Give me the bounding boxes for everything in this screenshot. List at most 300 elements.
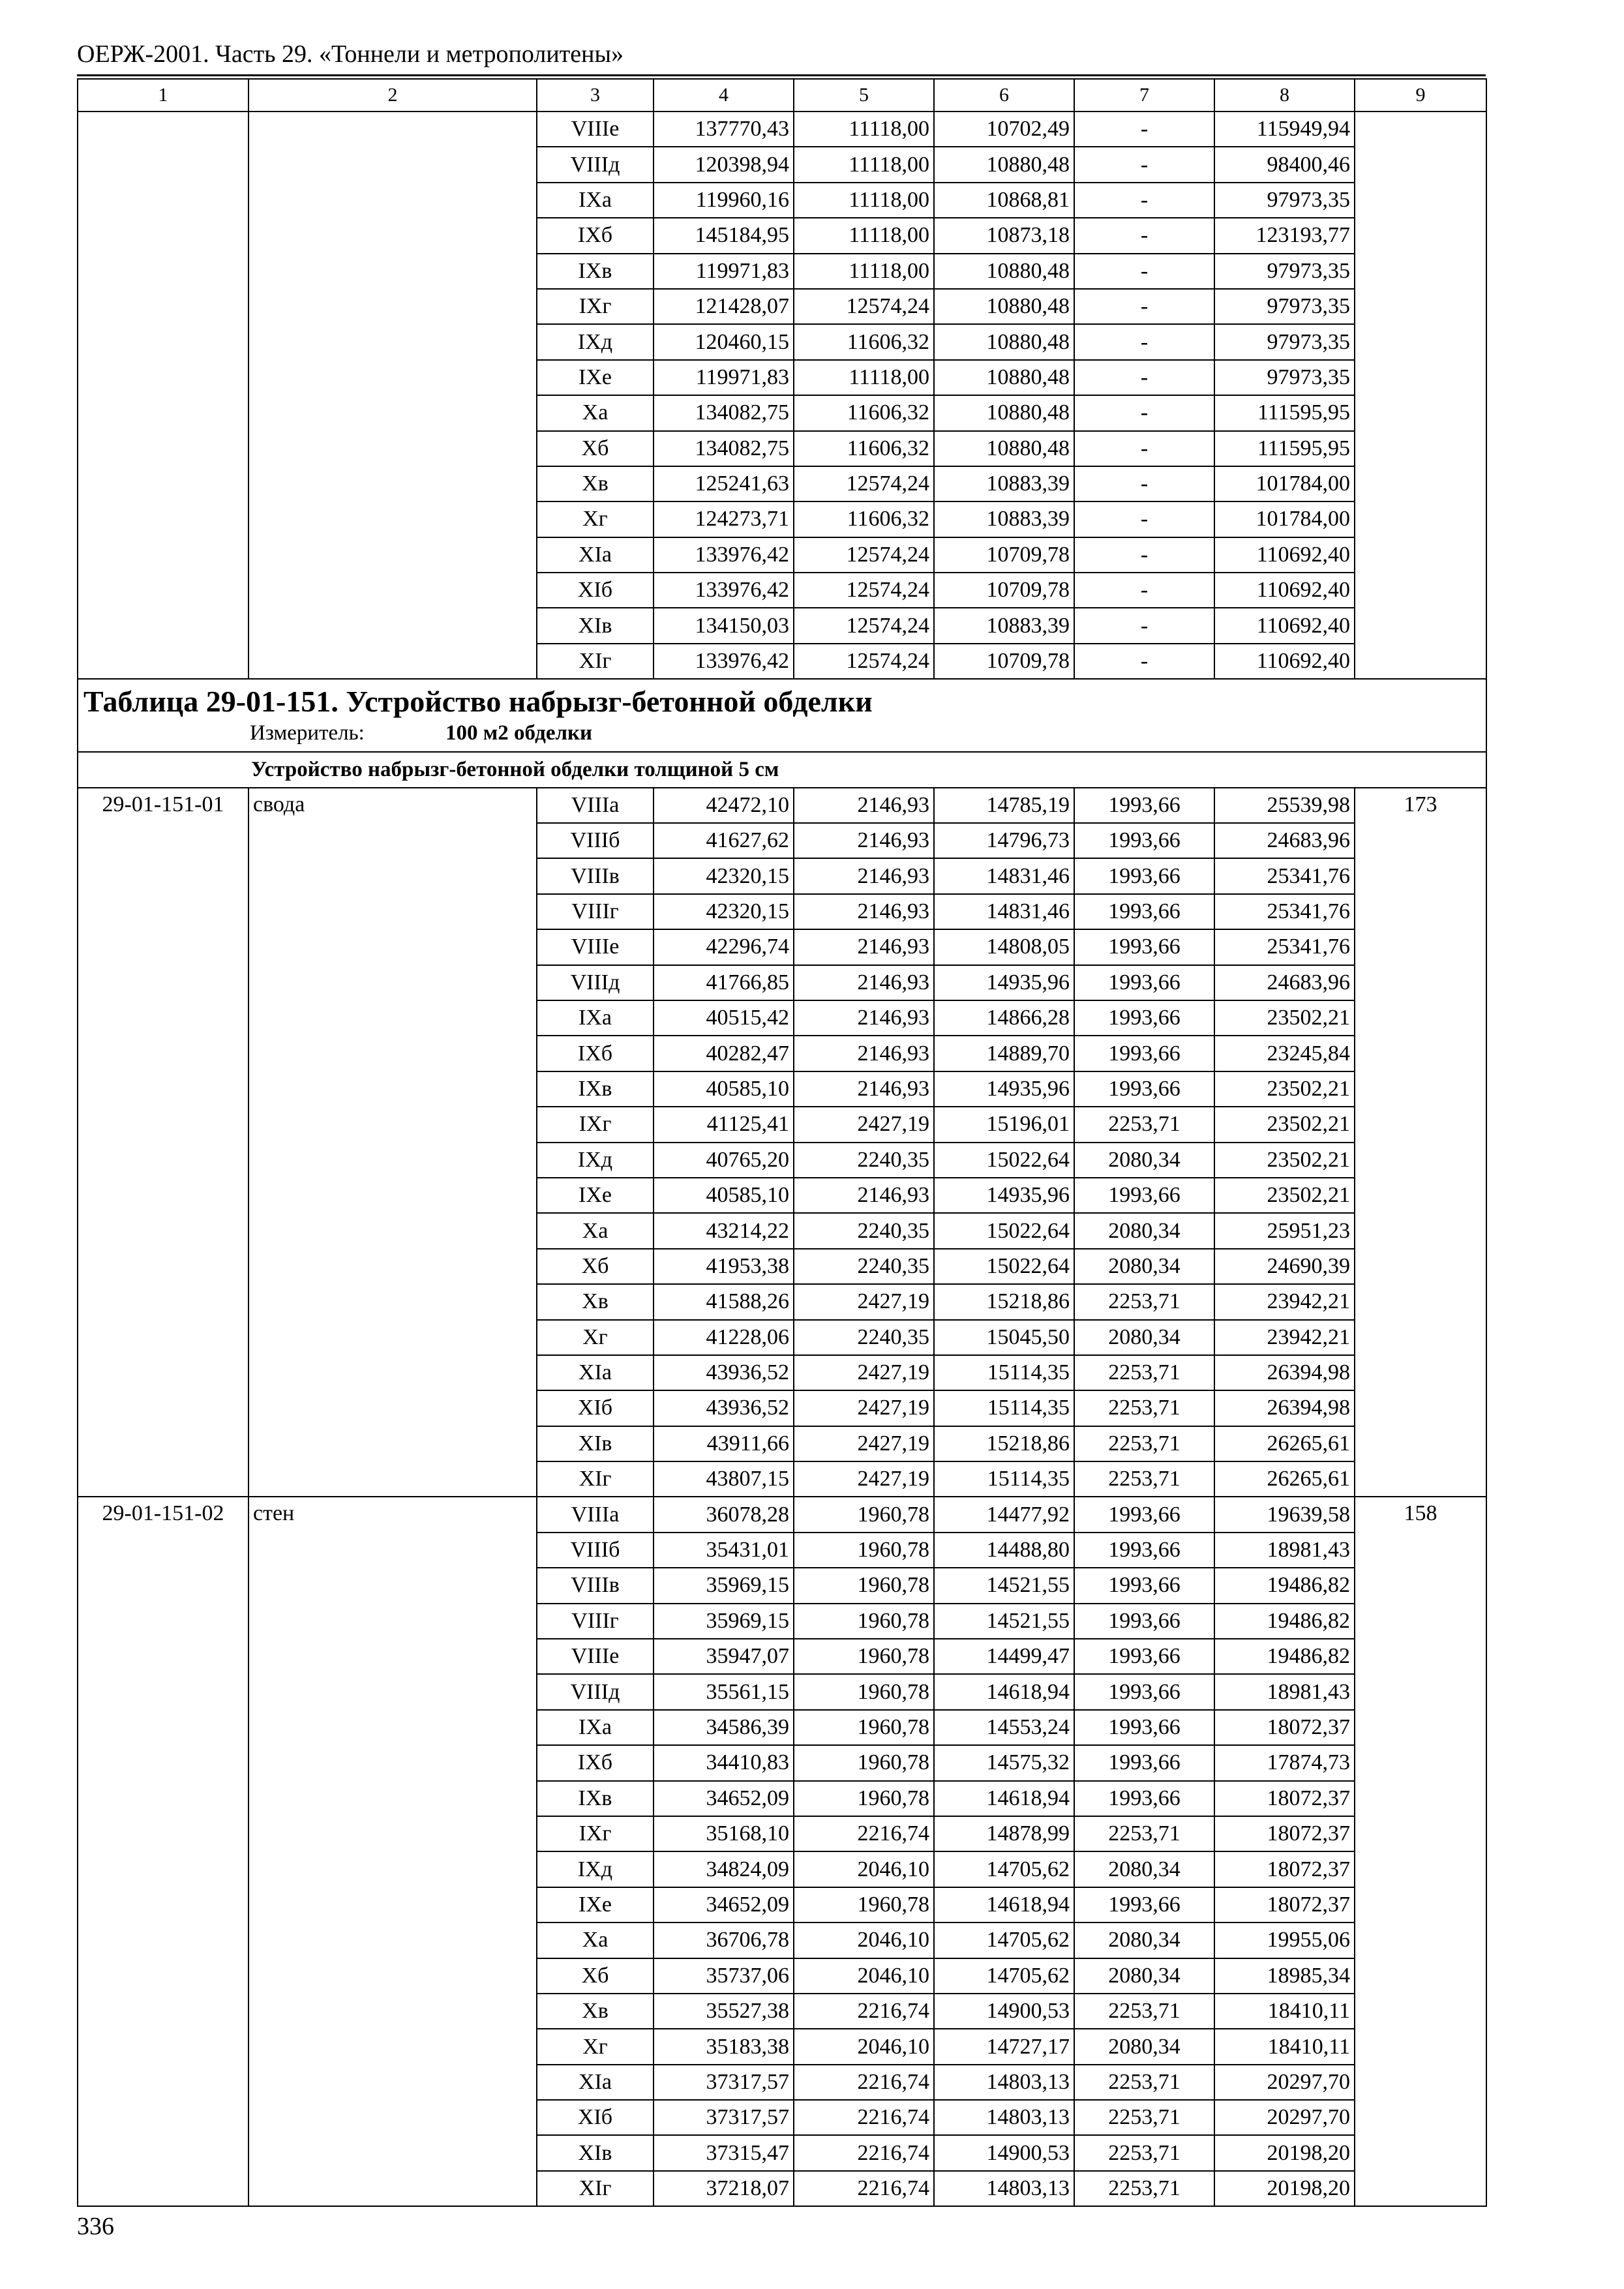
cell-wages: 1960,78 [794,1497,934,1532]
cell-total-cost: 34652,09 [654,1887,794,1922]
cell-wages: 1960,78 [794,1568,934,1603]
cell-wages: 2240,35 [794,1143,934,1178]
cell-machines: 10702,49 [934,112,1074,147]
measurement-unit [83,720,1481,746]
cell-materials: 110692,40 [1214,537,1355,573]
cell-driver-wages: 2080,34 [1074,1249,1214,1284]
cell-zone: Xв [537,1284,654,1319]
cell-wages: 11606,32 [794,431,934,466]
cell-total-cost: 133976,42 [654,644,794,679]
cell-total-cost: 37317,57 [654,2065,794,2100]
column-number: 2 [248,79,537,112]
cell-driver-wages: 2080,34 [1074,1320,1214,1355]
cell-driver-wages: - [1074,147,1214,182]
cell-total-cost: 134150,03 [654,608,794,643]
cell-wages: 1960,78 [794,1710,934,1745]
cell-materials: 24683,96 [1214,965,1355,1000]
cell-total-cost: 35969,15 [654,1568,794,1603]
cell-materials: 25951,23 [1214,1213,1355,1248]
cell-machines: 14705,62 [934,1922,1074,1958]
cell-total-cost: 43936,52 [654,1390,794,1426]
cell-driver-wages: 2253,71 [1074,2100,1214,2135]
cell-materials: 26394,98 [1214,1390,1355,1426]
cell-wages: 1960,78 [794,1639,934,1674]
cell-materials: 25539,98 [1214,788,1355,823]
cell-zone: XIг [537,644,654,679]
cell-total-cost: 35431,01 [654,1533,794,1568]
cell-wages: 11118,00 [794,218,934,253]
cell-machines: 10880,48 [934,289,1074,324]
cell-total-cost: 35183,38 [654,2029,794,2064]
cell-zone: IXе [537,1178,654,1213]
cell-driver-wages: - [1074,466,1214,501]
cell-materials: 123193,77 [1214,218,1355,253]
cell-machines: 14705,62 [934,1851,1074,1887]
cell-total-cost: 36706,78 [654,1922,794,1958]
cell-zone: Xа [537,1922,654,1958]
cell-driver-wages: - [1074,431,1214,466]
cell-driver-wages: 2253,71 [1074,1390,1214,1426]
cell-machines: 15022,64 [934,1249,1074,1284]
cell-machines: 10880,48 [934,324,1074,359]
cell-materials: 101784,00 [1214,501,1355,537]
cell-wages: 1960,78 [794,1745,934,1780]
cell-machines: 10709,78 [934,537,1074,573]
cell-driver-wages: 1993,66 [1074,929,1214,965]
cell-machines: 10883,39 [934,608,1074,643]
cell-driver-wages: 1993,66 [1074,1781,1214,1816]
cell-materials: 19955,06 [1214,1922,1355,1958]
cell-machines: 10880,48 [934,395,1074,430]
cell-total-cost: 119960,16 [654,183,794,218]
cell-wages: 2146,93 [794,1071,934,1107]
cell-zone: IXв [537,254,654,289]
cell-total-cost: 37218,07 [654,2171,794,2206]
cell-driver-wages: - [1074,289,1214,324]
cell-machines: 14935,96 [934,965,1074,1000]
cell-machines: 15022,64 [934,1143,1074,1178]
cell-wages: 1960,78 [794,1887,934,1922]
cell-wages: 2046,10 [794,1958,934,1994]
cell-zone: VIIIа [537,788,654,823]
cell-materials: 110692,40 [1214,608,1355,643]
cell-machines: 14831,46 [934,858,1074,893]
cell-zone: IXа [537,1710,654,1745]
cell-zone: IXг [537,1816,654,1851]
cell-driver-wages: - [1074,324,1214,359]
cell-zone: VIIIв [537,1568,654,1603]
cell-total-cost: 120398,94 [654,147,794,182]
cell-total-cost: 40282,47 [654,1036,794,1071]
cell-total-cost: 34586,39 [654,1710,794,1745]
cell-machines: 14785,19 [934,788,1074,823]
cell-driver-wages: - [1074,395,1214,430]
cell-wages: 2427,19 [794,1390,934,1426]
cell-machines: 14521,55 [934,1568,1074,1603]
cell-zone: IXб [537,218,654,253]
cell-wages: 2216,74 [794,1994,934,2029]
cell-wages: 2146,93 [794,788,934,823]
cell-total-cost: 41588,26 [654,1284,794,1319]
cell-driver-wages: 1993,66 [1074,1604,1214,1639]
measurement-value: 100 м2 обделки [445,721,593,745]
cell-zone: IXб [537,1745,654,1780]
cell-wages: 1960,78 [794,1604,934,1639]
table-title-row [78,679,1486,752]
cell-zone: VIIIе [537,929,654,965]
cell-materials: 23502,21 [1214,1178,1355,1213]
cell-machines: 15218,86 [934,1284,1074,1319]
cell-total-cost: 41627,62 [654,823,794,858]
cell-total-cost: 42320,15 [654,894,794,929]
cell-materials: 24690,39 [1214,1249,1355,1284]
cell-wages: 11118,00 [794,254,934,289]
cell-wages: 2146,93 [794,894,934,929]
table-row [78,112,1486,147]
cell-driver-wages: 1993,66 [1074,1568,1214,1603]
cell-wages: 2046,10 [794,2029,934,2064]
cell-zone: VIIIе [537,1639,654,1674]
cell-materials: 23942,21 [1214,1320,1355,1355]
cell-machines: 14488,80 [934,1533,1074,1568]
cell-driver-wages: - [1074,183,1214,218]
cell-machines: 14889,70 [934,1036,1074,1071]
cell-wages: 11606,32 [794,324,934,359]
cell-machines: 15218,86 [934,1426,1074,1461]
cell-materials: 18981,43 [1214,1533,1355,1568]
cell-zone: VIIIд [537,147,654,182]
cell-driver-wages: - [1074,360,1214,395]
cell-machines: 14575,32 [934,1745,1074,1780]
cell-wages: 2046,10 [794,1922,934,1958]
cell-zone: Xв [537,1994,654,2029]
cell-materials: 17874,73 [1214,1745,1355,1780]
cell-wages: 2146,93 [794,858,934,893]
cell-wages: 1960,78 [794,1674,934,1709]
cell-zone: VIIIб [537,823,654,858]
cell-zone: Xа [537,1213,654,1248]
cell-total-cost: 43214,22 [654,1213,794,1248]
cell-driver-wages: 2253,71 [1074,1426,1214,1461]
cell-materials: 23942,21 [1214,1284,1355,1319]
cell-zone: Xа [537,395,654,430]
cell-total-cost: 42320,15 [654,858,794,893]
cell-zone: IXг [537,1107,654,1142]
cell-driver-wages: 1993,66 [1074,1071,1214,1107]
cell-machines: 10880,48 [934,254,1074,289]
cell-materials: 97973,35 [1214,289,1355,324]
cell-driver-wages: 2253,71 [1074,1816,1214,1851]
cell-driver-wages: 2253,71 [1074,1107,1214,1142]
cell-zone: IXе [537,360,654,395]
cell-materials: 20297,70 [1214,2100,1355,2135]
cell-driver-wages: 1993,66 [1074,1497,1214,1532]
cell-machines: 14521,55 [934,1604,1074,1639]
cell-driver-wages: 2253,71 [1074,2065,1214,2100]
table-title: Таблица 29-01-151. Устройство набрызг-бетонной обделки [83,685,873,719]
cell-driver-wages: 2080,34 [1074,2029,1214,2064]
cell-zone: IXд [537,1143,654,1178]
cell-zone: Xб [537,431,654,466]
cell-materials: 26265,61 [1214,1461,1355,1497]
cell-zone: Xб [537,1958,654,1994]
cell-materials: 26394,98 [1214,1355,1355,1390]
cell-total-cost: 133976,42 [654,537,794,573]
column-number: 1 [78,79,248,112]
cell-materials: 20198,20 [1214,2171,1355,2206]
cell-wages: 2046,10 [794,1851,934,1887]
cell-wages: 2240,35 [794,1320,934,1355]
cell-total-cost: 124273,71 [654,501,794,537]
cell-total-cost: 42296,74 [654,929,794,965]
cell-wages: 2146,93 [794,1036,934,1071]
cell-total-cost: 35168,10 [654,1816,794,1851]
cell-zone: IXе [537,1887,654,1922]
page-number: 336 [77,2213,114,2240]
cell-total-cost: 137770,43 [654,112,794,147]
cell-wages: 12574,24 [794,537,934,573]
cell-zone: VIIIб [537,1533,654,1568]
cell-zone: VIIIд [537,965,654,1000]
cell-zone: XIг [537,1461,654,1497]
cell-materials: 20198,20 [1214,2135,1355,2170]
cell-name [248,112,537,679]
cell-zone: VIIIа [537,1497,654,1532]
column-number: 8 [1214,79,1355,112]
cell-zone: XIб [537,573,654,608]
cell-driver-wages: 2253,71 [1074,1355,1214,1390]
section-subtitle: Устройство набрызг-бетонной обделки толщиной 5 см [78,752,1486,787]
cell-machines: 10709,78 [934,573,1074,608]
cell-col9 [1355,112,1486,679]
cell-driver-wages: - [1074,501,1214,537]
cell-col9: 158 [1355,1497,1486,2206]
cell-machines: 14831,46 [934,894,1074,929]
cell-driver-wages: 2080,34 [1074,1958,1214,1994]
cell-zone: XIа [537,2065,654,2100]
cell-wages: 11118,00 [794,183,934,218]
cell-total-cost: 37317,57 [654,2100,794,2135]
cell-machines: 14900,53 [934,2135,1074,2170]
cell-machines: 10883,39 [934,466,1074,501]
cell-driver-wages: 2253,71 [1074,1284,1214,1319]
cell-zone: XIа [537,1355,654,1390]
cell-materials: 18072,37 [1214,1887,1355,1922]
cell-zone: IXа [537,1000,654,1036]
cell-total-cost: 40585,10 [654,1178,794,1213]
cell-total-cost: 119971,83 [654,360,794,395]
cell-driver-wages: 1993,66 [1074,788,1214,823]
rates-table [77,78,1487,2207]
cell-wages: 11118,00 [794,112,934,147]
cell-driver-wages: 2080,34 [1074,1922,1214,1958]
cell-wages: 12574,24 [794,608,934,643]
cell-total-cost: 40515,42 [654,1000,794,1036]
cell-machines: 14878,99 [934,1816,1074,1851]
cell-driver-wages: - [1074,573,1214,608]
cell-materials: 111595,95 [1214,395,1355,430]
cell-wages: 11118,00 [794,360,934,395]
cell-wages: 12574,24 [794,289,934,324]
measurement-label: Измеритель: [250,721,365,745]
cell-driver-wages: 1993,66 [1074,1000,1214,1036]
cell-zone: Xг [537,2029,654,2064]
cell-driver-wages: 1993,66 [1074,1178,1214,1213]
cell-wages: 2216,74 [794,2135,934,2170]
cell-wages: 2240,35 [794,1213,934,1248]
cell-materials: 18072,37 [1214,1851,1355,1887]
cell-driver-wages: 1993,66 [1074,1036,1214,1071]
cell-wages: 2427,19 [794,1284,934,1319]
cell-machines: 14499,47 [934,1639,1074,1674]
cell-total-cost: 41125,41 [654,1107,794,1142]
cell-machines: 14803,13 [934,2100,1074,2135]
cell-driver-wages: 2253,71 [1074,2135,1214,2170]
cell-total-cost: 43807,15 [654,1461,794,1497]
cell-driver-wages: - [1074,112,1214,147]
cell-materials: 18072,37 [1214,1781,1355,1816]
column-number: 3 [537,79,654,112]
cell-total-cost: 41766,85 [654,965,794,1000]
cell-code [78,112,248,679]
cell-driver-wages: 1993,66 [1074,1887,1214,1922]
cell-zone: XIв [537,608,654,643]
cell-wages: 2146,93 [794,823,934,858]
cell-materials: 23245,84 [1214,1036,1355,1071]
cell-total-cost: 34410,83 [654,1745,794,1780]
cell-total-cost: 34652,09 [654,1781,794,1816]
cell-machines: 10880,48 [934,431,1074,466]
cell-total-cost: 119971,83 [654,254,794,289]
cell-total-cost: 145184,95 [654,218,794,253]
cell-driver-wages: 2080,34 [1074,1851,1214,1887]
cell-machines: 14803,13 [934,2065,1074,2100]
cell-machines: 15196,01 [934,1107,1074,1142]
cell-zone: XIв [537,1426,654,1461]
cell-machines: 14935,96 [934,1178,1074,1213]
cell-wages: 2427,19 [794,1426,934,1461]
column-number: 4 [654,79,794,112]
cell-wages: 1960,78 [794,1533,934,1568]
cell-wages: 2146,93 [794,1000,934,1036]
cell-driver-wages: 1993,66 [1074,965,1214,1000]
cell-materials: 97973,35 [1214,360,1355,395]
cell-materials: 98400,46 [1214,147,1355,182]
cell-col9: 173 [1355,788,1486,1497]
cell-total-cost: 42472,10 [654,788,794,823]
cell-wages: 2216,74 [794,2100,934,2135]
cell-zone: XIа [537,537,654,573]
cell-total-cost: 35527,38 [654,1994,794,2029]
cell-materials: 18981,43 [1214,1674,1355,1709]
cell-materials: 25341,76 [1214,858,1355,893]
cell-driver-wages: 1993,66 [1074,858,1214,893]
cell-zone: VIIIд [537,1674,654,1709]
cell-materials: 19486,82 [1214,1604,1355,1639]
cell-code: 29-01-151-02 [78,1497,248,2206]
cell-total-cost: 34824,09 [654,1851,794,1887]
cell-driver-wages: 2253,71 [1074,1461,1214,1497]
cell-total-cost: 133976,42 [654,573,794,608]
cell-driver-wages: 1993,66 [1074,823,1214,858]
cell-zone: Xг [537,1320,654,1355]
cell-total-cost: 43911,66 [654,1426,794,1461]
cell-machines: 14796,73 [934,823,1074,858]
cell-total-cost: 40765,20 [654,1143,794,1178]
cell-zone: IXб [537,1036,654,1071]
cell-machines: 14935,96 [934,1071,1074,1107]
cell-materials: 23502,21 [1214,1000,1355,1036]
cell-name: стен [248,1497,537,2206]
cell-machines: 10709,78 [934,644,1074,679]
cell-name: свода [248,788,537,1497]
cell-zone: XIг [537,2171,654,2206]
cell-materials: 19486,82 [1214,1639,1355,1674]
cell-zone: VIIIе [537,112,654,147]
cell-wages: 12574,24 [794,644,934,679]
cell-zone: Xв [537,466,654,501]
cell-zone: VIIIг [537,1604,654,1639]
cell-materials: 19486,82 [1214,1568,1355,1603]
cell-total-cost: 120460,15 [654,324,794,359]
cell-zone: XIб [537,2100,654,2135]
cell-total-cost: 35561,15 [654,1674,794,1709]
cell-wages: 2427,19 [794,1461,934,1497]
cell-total-cost: 125241,63 [654,466,794,501]
cell-driver-wages: 1993,66 [1074,1745,1214,1780]
cell-materials: 25341,76 [1214,929,1355,965]
cell-driver-wages: 1993,66 [1074,1533,1214,1568]
cell-total-cost: 41228,06 [654,1320,794,1355]
cell-total-cost: 43936,52 [654,1355,794,1390]
cell-zone: IXд [537,1851,654,1887]
table-row [78,1497,1486,1532]
cell-machines: 10880,48 [934,360,1074,395]
cell-total-cost: 121428,07 [654,289,794,324]
cell-total-cost: 40585,10 [654,1071,794,1107]
cell-driver-wages: - [1074,218,1214,253]
cell-driver-wages: 2253,71 [1074,2171,1214,2206]
cell-machines: 14866,28 [934,1000,1074,1036]
cell-materials: 24683,96 [1214,823,1355,858]
cell-materials: 18072,37 [1214,1710,1355,1745]
column-number: 7 [1074,79,1214,112]
cell-driver-wages: 1993,66 [1074,1639,1214,1674]
cell-materials: 23502,21 [1214,1107,1355,1142]
cell-zone: XIв [537,2135,654,2170]
cell-driver-wages: 1993,66 [1074,894,1214,929]
cell-driver-wages: - [1074,254,1214,289]
cell-zone: IXа [537,183,654,218]
cell-machines: 14477,92 [934,1497,1074,1532]
cell-materials: 20297,70 [1214,2065,1355,2100]
cell-wages: 2146,93 [794,929,934,965]
cell-driver-wages: 2080,34 [1074,1213,1214,1248]
cell-zone: Xг [537,501,654,537]
cell-materials: 26265,61 [1214,1426,1355,1461]
cell-zone: VIIIг [537,894,654,929]
cell-total-cost: 36078,28 [654,1497,794,1532]
cell-machines: 14900,53 [934,1994,1074,2029]
cell-materials: 18985,34 [1214,1958,1355,1994]
cell-machines: 14803,13 [934,2171,1074,2206]
cell-machines: 14705,62 [934,1958,1074,1994]
cell-total-cost: 37315,47 [654,2135,794,2170]
page-header-title: ОЕРЖ-2001. Часть 29. «Тоннели и метрополитены» [77,40,624,68]
cell-machines: 14553,24 [934,1710,1074,1745]
cell-machines: 14727,17 [934,2029,1074,2064]
cell-wages: 2216,74 [794,1816,934,1851]
